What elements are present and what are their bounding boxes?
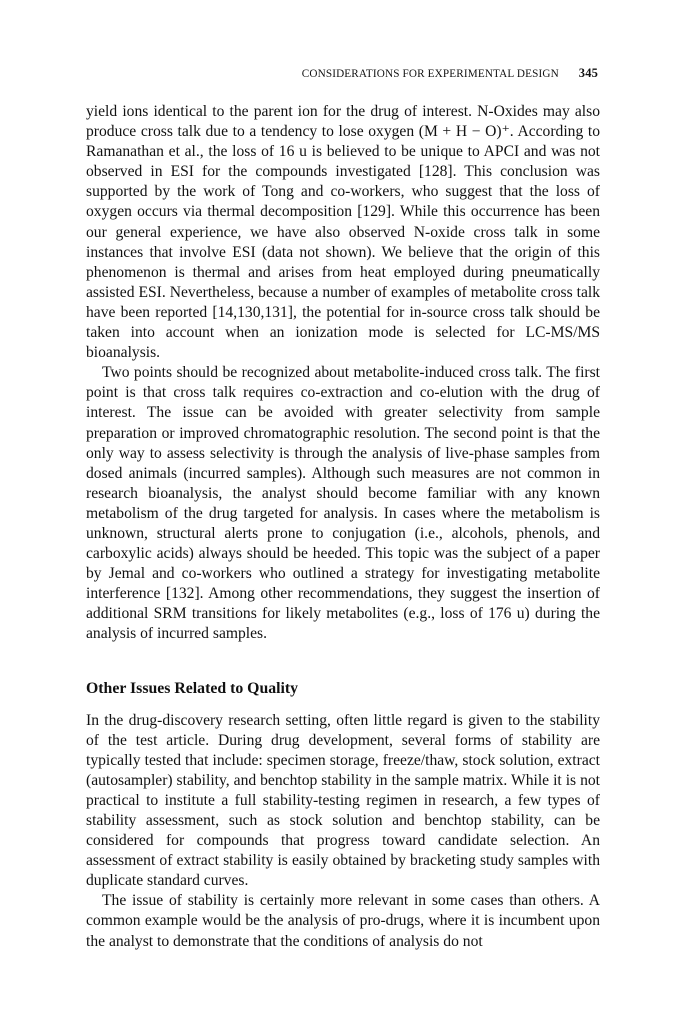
running-head-title: CONSIDERATIONS FOR EXPERIMENTAL DESIGN [301,68,559,80]
paragraph: In the drug-discovery research setting, often little regard is given to the stability of the test article. During drug development, several forms of stability are typically tested that include: specimen storage, freeze/thaw, stock solution, extract (autosampler) stability, and benchtop stability in the sample matrix. While it is not practical to institute a full stability-testing regimen in research, a few types of stability assessment, such as stock solution and benchtop stability, can be considered for compounds that progress toward candidate selection. An assessment of extract stability is easily obtained by bracketing study samples with duplicate standard curves. [86,711,600,890]
paragraph: The issue of stability is certainly more relevant in some cases than others. A common example would be the analysis of pro-drugs, where it is incumbent upon the analyst to demonstrate that the conditions of analysis do not [86,892,600,950]
page-number: 345 [578,66,598,80]
book-page [86,0,600,1024]
running-head [86,66,598,82]
body-text [86,102,600,952]
section-heading: Other Issues Related to Quality [86,679,299,697]
paragraph-continued: yield ions identical to the parent ion for the drug of interest. N-Oxides may also produce cross talk due to a tendency to lose oxygen (M + H − O)⁺. According to Ramanathan et al., the loss of 16 u is believed to be unique to APCI and was not observed in ESI for the compounds investigated [128]. This conclusion was supported by the work of Tong and co-workers, who suggest that the loss of oxygen occurs via thermal decomposition [129]. While this occurrence has been our general experience, we have also observed N-oxide cross talk in some instances that involve ESI (data not shown). We believe that the origin of this phenomenon is thermal and arises from heat employed during pneumatically assisted ESI. Nevertheless, because a number of examples of metabolite cross talk have been reported [14,130,131], the potential for in-source cross talk should be taken into account when an ionization mode is selected for LC-MS/MS bioanalysis. [86,103,600,362]
paragraph: Two points should be recognized about metabolite-induced cross talk. The first point is that cross talk requires co-extraction and co-elution with the drug of interest. The issue can be avoided with greater selectivity from sample preparation or improved chromatographic resolution. The second point is that the only way to assess selectivity is through the analysis of live-phase samples from dosed animals (incurred samples). Although such measures are not common in research bioanalysis, the analyst should become familiar with any known metabolism of the drug targeted for analysis. In cases where the metabolism is unknown, structural alerts prone to conjugation (i.e., alcohols, phenols, and carboxylic acids) always should be heeded. This topic was the subject of a paper by Jemal and co-workers who outlined a strategy for investigating metabolite interference [132]. Among other recommendations, they suggest the insertion of additional SRM transitions for likely metabolites (e.g., loss of 176 u) during the analysis of incurred samples. [86,364,600,643]
